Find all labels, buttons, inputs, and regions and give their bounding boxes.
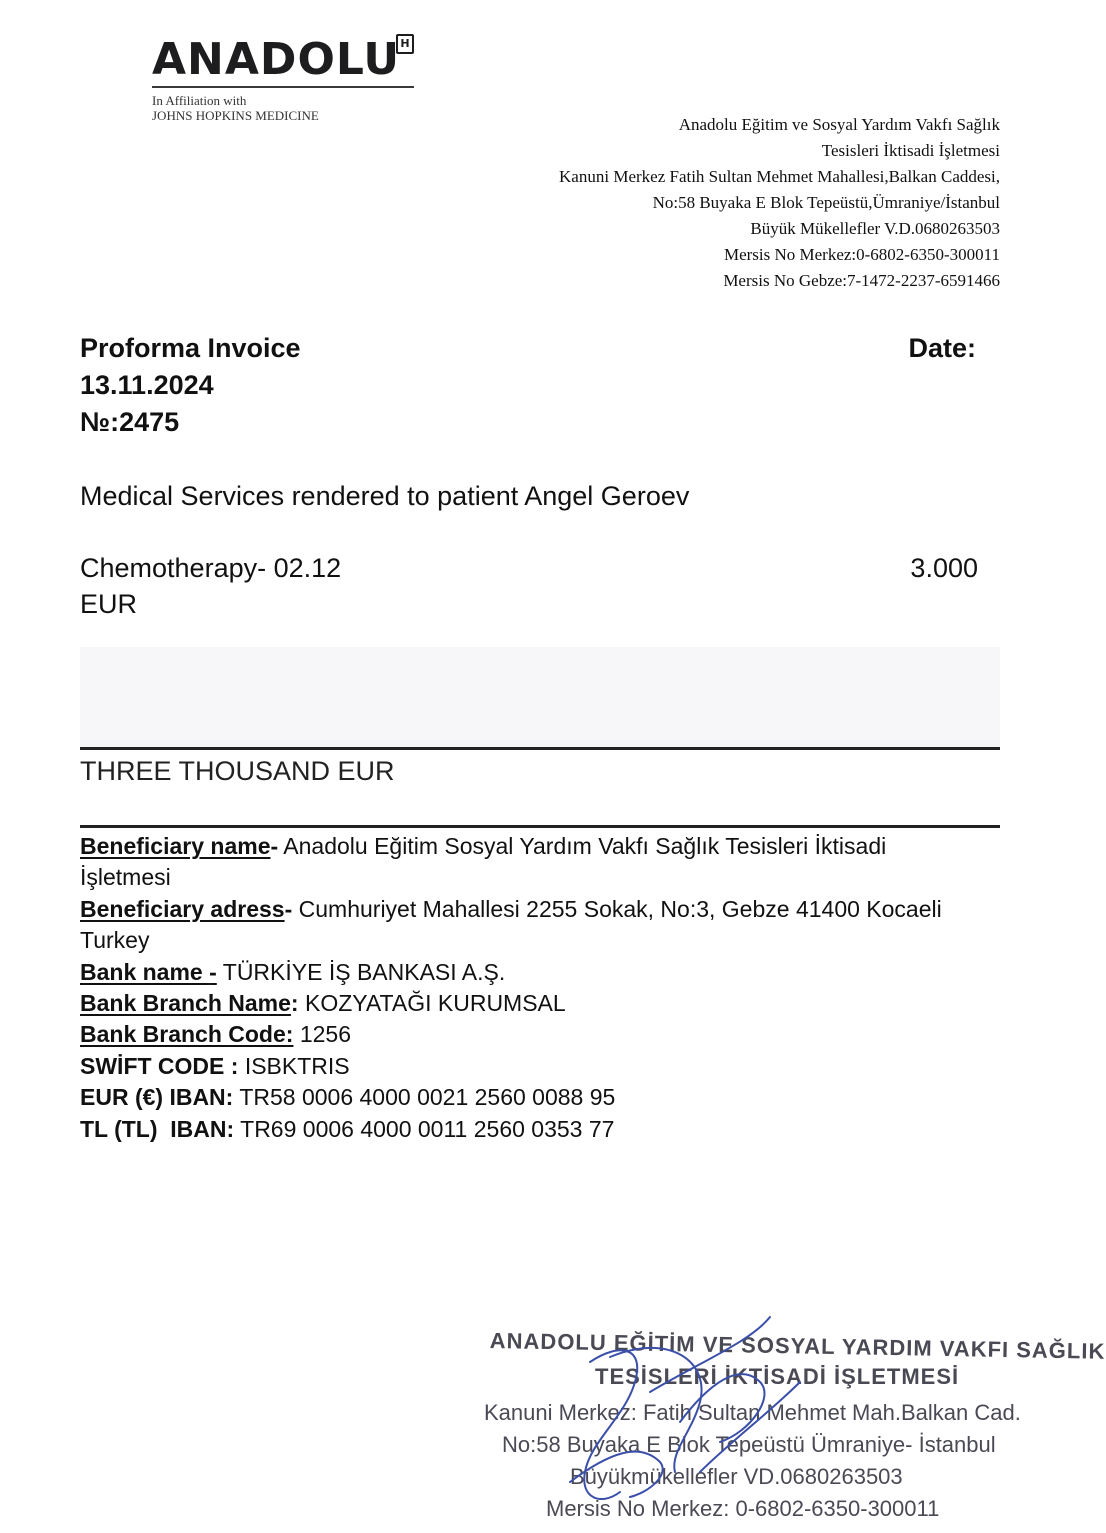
invoice-number: №:2475 bbox=[80, 407, 180, 437]
stamp-line2: TESİSLERİ İKTİSADİ İŞLETMESİ bbox=[595, 1364, 960, 1389]
beneficiary-address-row: Beneficiary adress- Cumhuriyet Mahallesi 2255 Sokak, No:3, Gebze 41400 Kocaeli Turkey bbox=[80, 895, 942, 954]
tl-iban-label: TL (TL) IBAN: bbox=[80, 1115, 235, 1142]
beneficiary-address-label: Beneficiary adress bbox=[80, 895, 285, 922]
branch-name-value: KOZYATAĞI KURUMSAL bbox=[304, 990, 566, 1017]
line-item-currency: EUR bbox=[80, 589, 138, 619]
total-in-words: THREE THOUSAND EUR bbox=[80, 756, 395, 786]
header-address-line: No:58 Buyaka E Blok Tepeüstü,Ümraniye/İstanbul bbox=[652, 193, 1000, 212]
branch-code-row bbox=[80, 1019, 980, 1050]
header-address-line: Anadolu Eğitim ve Sosyal Yardım Vakfı Sağlık bbox=[678, 115, 1000, 134]
signature-icon bbox=[470, 1322, 990, 1533]
bank-details bbox=[80, 831, 980, 1145]
invoice-title: Proforma Invoice bbox=[80, 333, 301, 363]
stamp-line5: Büyükmükellefler VD.0680263503 bbox=[570, 1464, 903, 1489]
tl-iban-row bbox=[80, 1114, 980, 1145]
blank-table-area bbox=[80, 647, 1000, 747]
line-item-description: Chemotherapy- 02.12 bbox=[80, 553, 342, 583]
branch-code-value: 1256 bbox=[299, 1021, 351, 1048]
logo-divider bbox=[152, 86, 414, 88]
swift-label: SWİFT CODE : bbox=[80, 1052, 239, 1079]
header-address bbox=[559, 112, 1000, 294]
header-address-line: Mersis No Gebze:7-1472-2237-6591466 bbox=[723, 271, 1000, 290]
header-address-line: Kanuni Merkez Fatih Sultan Mehmet Mahallesi,Balkan Caddesi, bbox=[559, 167, 1000, 186]
stamp-line6: Mersis No Merkez: 0-6802-6350-300011 bbox=[546, 1496, 940, 1521]
logo-wordmark: ANADOLU bbox=[152, 34, 401, 85]
header-address-line: Mersis No Merkez:0-6802-6350-300011 bbox=[723, 245, 1000, 264]
logo-affiliation bbox=[152, 93, 319, 123]
divider bbox=[80, 825, 1000, 828]
beneficiary-name-row: Beneficiary name- Anadolu Eğitim Sosyal Yardım Vakfı Sağlık Tesisleri İktisadi İşletmesi bbox=[80, 833, 887, 891]
hospital-logo bbox=[152, 34, 422, 123]
beneficiary-name-value: Anadolu Eğitim Sosyal Yardım Vakfı Sağlık Tesisleri İktisadi İşletmesi bbox=[80, 833, 887, 891]
logo-affiliation-line1: In Affiliation with bbox=[152, 93, 247, 108]
bank-name-label: Bank name bbox=[80, 958, 210, 985]
header-address-line: Büyük Mükellefler V.D.0680263503 bbox=[750, 219, 1000, 238]
branch-name-label: Bank Branch Name bbox=[80, 990, 291, 1017]
swift-row bbox=[80, 1051, 980, 1082]
beneficiary-address-value: Cumhuriyet Mahallesi 2255 Sokak, No:3, Gebze 41400 Kocaeli Turkey bbox=[80, 895, 942, 954]
line-item bbox=[80, 550, 341, 622]
bank-name-value: TÜRKİYE İŞ BANKASI A.Ş. bbox=[222, 958, 506, 985]
branch-code-label: Bank Branch Code: bbox=[80, 1021, 294, 1048]
eur-iban-row bbox=[80, 1082, 980, 1113]
invoice-title-block bbox=[80, 330, 301, 441]
beneficiary-name-label: Beneficiary name bbox=[80, 833, 271, 859]
eur-iban-label: EUR (€) IBAN: bbox=[80, 1084, 234, 1111]
eur-iban-value: TR58 0006 4000 0021 2560 0088 95 bbox=[239, 1084, 616, 1111]
tl-iban-value: TR69 0006 4000 0011 2560 0353 77 bbox=[240, 1115, 615, 1142]
signature-ink bbox=[570, 1317, 800, 1499]
branch-name-row: Bank Branch Name: KOZYATAĞI KURUMSAL bbox=[80, 990, 566, 1017]
company-stamp bbox=[470, 1322, 1106, 1533]
stamp-line3: Kanuni Merkez: Fatih Sultan Mehmet Mah.Balkan Cad. bbox=[484, 1400, 1021, 1425]
header-address-line: Tesisleri İktisadi İşletmesi bbox=[821, 141, 1000, 160]
stamp-line1: ANADOLU EĞİTİM VE SOSYAL YARDIM VAKFI SAĞLIK bbox=[489, 1328, 1106, 1364]
divider bbox=[80, 747, 1000, 750]
stamp-line4: No:58 Buyaka E Blok Tepeüstü Ümraniye- İstanbul bbox=[502, 1432, 996, 1457]
date-label: Date: bbox=[908, 333, 976, 363]
line-item-amount: 3.000 bbox=[910, 553, 978, 583]
invoice-date: 13.11.2024 bbox=[80, 370, 214, 400]
services-description: Medical Services rendered to patient Angel Geroev bbox=[80, 481, 690, 511]
bank-name-row: Bank name - TÜRKİYE İŞ BANKASI A.Ş. bbox=[80, 958, 506, 985]
swift-value: ISBKTRIS bbox=[244, 1052, 350, 1079]
logo-h-mark-icon: H bbox=[396, 34, 414, 54]
logo-affiliation-line2: JOHNS HOPKINS MEDICINE bbox=[152, 108, 319, 123]
